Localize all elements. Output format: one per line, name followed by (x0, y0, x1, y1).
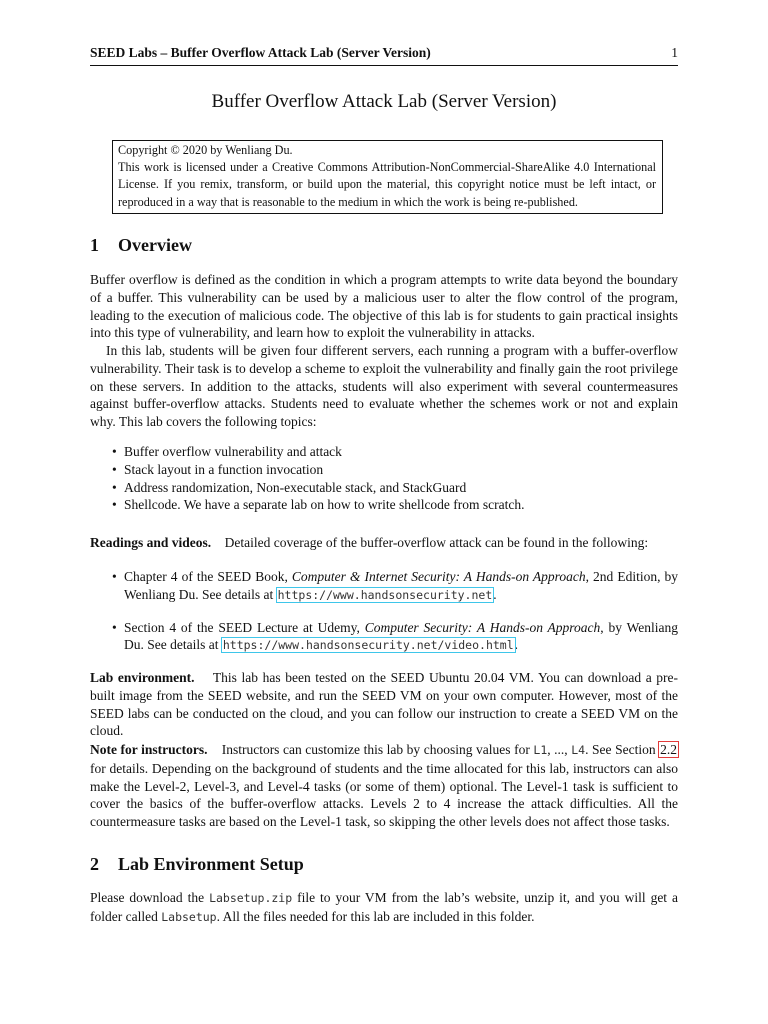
section-heading-lab-setup (90, 853, 304, 875)
readings-intro: Detailed coverage of the buffer-overflow attack can be found in the following: (224, 535, 649, 550)
readings-paragraph (90, 534, 678, 552)
list-item: • Stack layout in a function invocation (112, 461, 324, 477)
license-text: This work is licensed under a Creative Commons Attribution-NonCommercial-ShareAlike 4.0 International License. If you remix, transform, or build upon the material, this copyright notice must be left intact, or reproduced in a way that is reasonable to the medium in which the work is being re-published. (118, 160, 656, 209)
section-title: Overview (118, 235, 192, 255)
lab-setup-paragraph: Please download the Labsetup.zip file to your VM from the lab’s website, unzip it, and you will get a folder called Labsetup. All the files needed for this lab are included in this folder. (90, 890, 678, 924)
code-l1: L1 (533, 743, 548, 757)
section-heading-overview (90, 234, 192, 256)
list-item: • Buffer overflow vulnerability and attack (112, 444, 342, 459)
video-link[interactable]: https://www.handsonsecurity.net/video.html (222, 638, 514, 653)
instructors-paragraph: Note for instructors. Instructors can customize this lab by choosing values for L1, ..., L4. See Section 2.2 for details. Depending on the background of students and the time allocated for this lab, instructors can also make the Level-2, Level-3, and Level-4 tasks (or some of them) optional. The Level-1 task is sufficient to cover the basics of the buffer-overflow attacks. Levels 2 to 4 increase the attack difficulties. All the countermeasure tasks are based on the Level-1 task, so skipping the other levels does not affect those tasks. (90, 742, 678, 830)
section-number: 2 (90, 854, 99, 874)
list-item: • Chapter 4 of the SEED Book, Computer & Internet Security: A Hands-on Approach, 2nd Edition, by Wenliang Du. See details at https://www.handsonsecurity.net. (112, 569, 679, 602)
section-2-2-link[interactable]: 2.2 (660, 742, 678, 757)
running-title: SEED Labs – Buffer Overflow Attack Lab (Server Version) (90, 45, 431, 60)
lab-environment-paragraph: Lab environment. This lab has been tested on the SEED Ubuntu 20.04 VM. You can download a pre-built image from the SEED website, and run the SEED VM on your own computer. However, most of the SEED labs can be conducted on the cloud, and you can follow our instruction to create a SEED VM on the cloud. (90, 670, 679, 739)
section-number: 1 (90, 235, 99, 255)
readings-heading: Readings and videos. (90, 535, 212, 550)
page-title: Buffer Overflow Attack Lab (Server Version) (211, 91, 557, 112)
topics-list (90, 443, 678, 514)
copyright-line: Copyright © 2020 by Wenliang Du. (118, 143, 293, 157)
overview-paragraph-2: In this lab, students will be given four different servers, each running a program with a buffer-overflow vulnerability. Their task is to develop a scheme to exploit the vulnerability and finally gain the root privilege on these servers. In addition to the attacks, students will also experiment with several countermeasures against buffer-overflow attacks. Students need to evaluate whether the schemes work or not and explain why. This lab covers the following topics: (90, 343, 678, 430)
readings-list (90, 568, 678, 655)
code-labsetup: Labsetup (161, 909, 217, 924)
code-labsetup-zip: Labsetup.zip (209, 891, 293, 905)
page-number: 1 (671, 45, 678, 60)
lab-env-heading: Lab environment. (90, 670, 195, 685)
book-title: Computer & Internet Security: A Hands-on Approach (291, 569, 586, 584)
list-item: • Shellcode. We have a separate lab on how to write shellcode from scratch. (112, 497, 525, 513)
overview-paragraph-1: Buffer overflow is defined as the condition in which a program attempts to write data beyond the boundary of a buffer. This vulnerability can be used by a malicious user to alter the flow control of the program, leading to the execution of malicious code. The objective of this lab is for students to gain practical insights into this type of vulnerability, and learn how to exploit the vulnerability in attacks. (90, 272, 678, 341)
copyright-box (112, 140, 663, 214)
handsonsecurity-link[interactable]: https://www.handsonsecurity.net (277, 587, 493, 602)
running-header (90, 44, 678, 66)
section-title: Lab Environment Setup (118, 854, 304, 874)
list-item: • Section 4 of the SEED Lecture at Udemy, Computer Security: A Hands-on Approach, by Wenliang Du. See details at https://www.handsonsecurity.net/video.html. (112, 619, 679, 653)
list-item: • Address randomization, Non-executable stack, and StackGuard (112, 479, 467, 495)
code-l4: L4 (571, 743, 586, 757)
instructors-heading: Note for instructors. (90, 742, 208, 757)
course-title: Computer Security: A Hands-on Approach (364, 619, 601, 635)
